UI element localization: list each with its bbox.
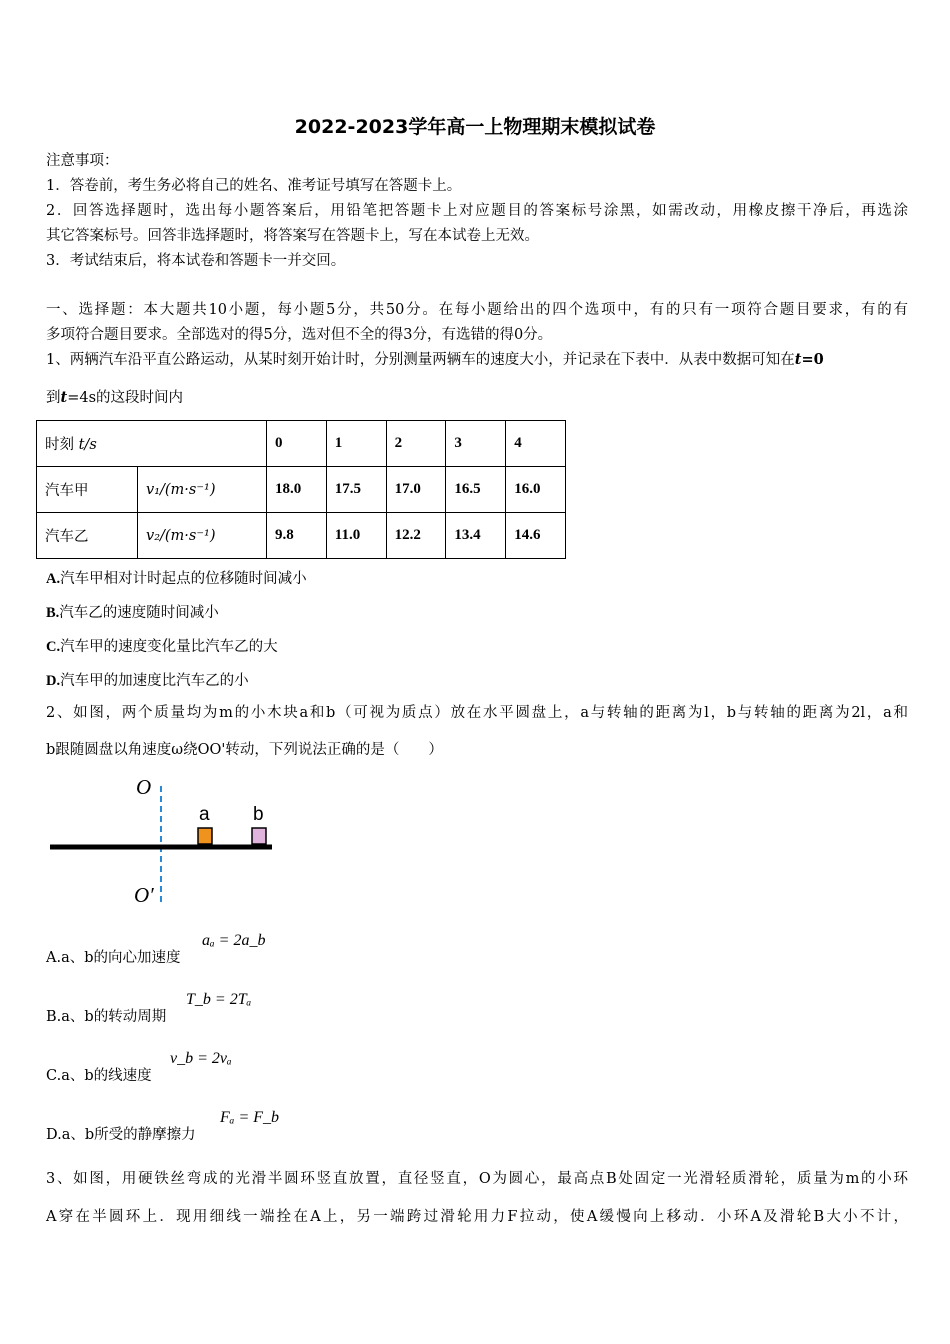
option-text: 汽车甲的速度变化量比汽车乙的大 xyxy=(60,639,278,655)
page-title: 2022-2023学年高一上物理期末模拟试卷 xyxy=(294,116,656,138)
table-value-cell: 11.0 xyxy=(326,513,386,559)
q2-option-d xyxy=(46,1123,196,1144)
table-value-cell: 17.5 xyxy=(326,467,386,513)
q1-stem-to: 到 xyxy=(46,390,61,406)
option-text: a、b所受的静摩擦力 xyxy=(61,1127,196,1143)
option-label: A. xyxy=(46,950,62,966)
table-value-cell: 18.0 xyxy=(267,467,327,513)
option-text: 汽车乙的速度随时间减小 xyxy=(59,605,219,621)
q1-stem-line1 xyxy=(46,350,908,370)
table-speed-symbol: v₁/(m·s⁻¹) xyxy=(138,467,267,513)
option-text: a、b的线速度 xyxy=(61,1068,152,1084)
section1-intro: 一、选择题：本大题共10小题，每小题5分，共50分。在每小题给出的四个选项中，有的只有一项符合题目要求，有的有 xyxy=(46,302,908,318)
q1-stem-text: 1、两辆汽车沿平直公路运动，从某时刻开始计时，分别测量两辆车的速度大小，并记录在下表中．从表中数据可知在 xyxy=(46,352,795,368)
q2-turntable-figure xyxy=(44,770,284,910)
q1-option-d xyxy=(46,669,249,690)
table-value-cell: 12.2 xyxy=(386,513,446,559)
block-b-label: b xyxy=(253,804,264,825)
q2-option-a xyxy=(46,946,181,967)
q1-option-b xyxy=(46,601,219,622)
table-time-cell: 4 xyxy=(506,421,566,467)
notice-item-3: 3．考试结束后，将本试卷和答题卡一并交回。 xyxy=(46,253,346,269)
option-text: a、b的向心加速度 xyxy=(61,950,181,966)
section1-intro-cont: 多项符合题目要求。全部选对的得5分，选对但不全的得3分，有选错的得0分。 xyxy=(46,327,553,343)
table-row xyxy=(37,467,566,513)
q2-option-a-formula: aₐ = 2a_b xyxy=(202,932,266,949)
table-car-name: 汽车甲 xyxy=(37,467,138,513)
option-text: a、b的转动周期 xyxy=(61,1009,167,1025)
q2-option-b-formula: T_b = 2Tₐ xyxy=(186,991,252,1008)
notice-item-2: 2．回答选择题时，选出每小题答案后，用铅笔把答题卡上对应题目的答案标号涂黑，如需改动，用橡皮擦干净后，再选涂 xyxy=(46,203,908,219)
notice-item-1: 1．答卷前，考生务必将自己的姓名、准考证号填写在答题卡上。 xyxy=(46,178,462,194)
table-time-cell: 2 xyxy=(386,421,446,467)
option-label: A. xyxy=(46,571,61,587)
q2-option-c xyxy=(46,1064,152,1085)
q1-eq: =0 xyxy=(801,351,824,368)
time-unit: t/s xyxy=(78,437,97,453)
q2-option-c-formula: v_b = 2vₐ xyxy=(170,1050,232,1067)
q3-stem-line1: 3、如图，用硬铁丝弯成的光滑半圆环竖直放置，直径竖直，O为圆心，最高点B处固定一光滑轻质滑轮，质量为m的小环 xyxy=(46,1171,908,1187)
q1-var-t: t xyxy=(794,351,802,368)
axis-label-o-prime: O′ xyxy=(134,883,154,907)
table-car-name: 汽车乙 xyxy=(37,513,138,559)
table-header-cell xyxy=(37,421,267,467)
table-row xyxy=(37,513,566,559)
q1-option-a xyxy=(46,567,307,588)
option-label: D. xyxy=(46,673,61,689)
option-label: C. xyxy=(46,1068,62,1084)
axis-label-o: O xyxy=(136,775,152,799)
q3-stem-line2: A穿在半圆环上．现用细线一端拴在A上，另一端跨过滑轮用力F拉动，使A缓慢向上移动．小环A及滑轮B大小不计， xyxy=(46,1209,908,1225)
q2-stem-line2: b跟随圆盘以角速度ω绕OO'转动，下列说法正确的是（ ） xyxy=(46,742,443,758)
option-label: B. xyxy=(46,605,60,621)
option-label: B. xyxy=(46,1009,62,1025)
time-label: 时刻 xyxy=(45,437,74,453)
table-time-cell: 3 xyxy=(446,421,506,467)
option-label: C. xyxy=(46,639,61,655)
block-a xyxy=(198,828,212,844)
q2-option-d-formula: Fₐ = F_b xyxy=(220,1109,280,1126)
q1-var-t2: t xyxy=(60,389,68,406)
q1-option-c xyxy=(46,635,278,656)
notice-item-2-cont: 其它答案标号。回答非选择题时，将答案写在答题卡上，写在本试卷上无效。 xyxy=(46,228,539,244)
table-value-cell: 13.4 xyxy=(446,513,506,559)
table-value-cell: 16.5 xyxy=(446,467,506,513)
table-value-cell: 16.0 xyxy=(506,467,566,513)
option-text: 汽车甲的加速度比汽车乙的小 xyxy=(60,673,249,689)
table-value-cell: 17.0 xyxy=(386,467,446,513)
table-speed-symbol: v₂/(m·s⁻¹) xyxy=(138,513,267,559)
table-time-cell: 0 xyxy=(267,421,327,467)
q2-stem-line1: 2、如图，两个质量均为m的小木块a和b（可视为质点）放在水平圆盘上，a与转轴的距离为l，b与转轴的距离为2l，a和 xyxy=(46,705,908,721)
q1-stem-tail: =4s的这段时间内 xyxy=(67,390,184,406)
table-header-row xyxy=(37,421,566,467)
notice-heading: 注意事项： xyxy=(46,153,119,169)
q2-option-b xyxy=(46,1005,166,1026)
table-value-cell: 9.8 xyxy=(267,513,327,559)
q1-stem-line2 xyxy=(46,388,908,408)
block-b xyxy=(252,828,266,844)
option-label: D. xyxy=(46,1127,62,1143)
block-a-label: a xyxy=(199,804,210,825)
option-text: 汽车甲相对计时起点的位移随时间减小 xyxy=(60,571,307,587)
table-time-cell: 1 xyxy=(326,421,386,467)
table-value-cell: 14.6 xyxy=(506,513,566,559)
q1-speed-table xyxy=(36,420,566,559)
